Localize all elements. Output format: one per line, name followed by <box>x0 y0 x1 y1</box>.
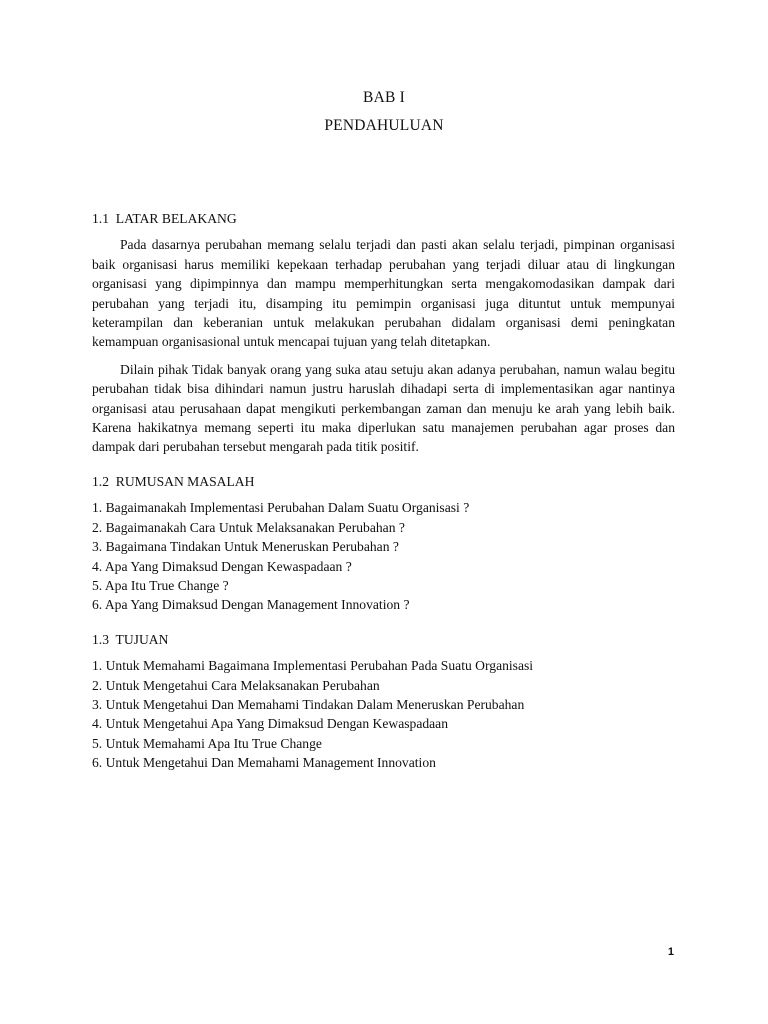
list-item: 4. Untuk Mengetahui Apa Yang Dimaksud Dengan Kewaspadaan <box>92 716 449 732</box>
list-item: 1. Bagaimanakah Implementasi Perubahan Dalam Suatu Organisasi ? <box>92 500 470 516</box>
document-body <box>92 209 675 773</box>
list-item: 3. Bagaimana Tindakan Untuk Meneruskan Perubahan ? <box>92 539 399 555</box>
page-number: 1 <box>667 946 674 958</box>
paragraph: Dilain pihak Tidak banyak orang yang suka atau setuju akan adanya perubahan, namun walau begitu perubahan tidak bisa dihindari namun justru haruslah dihadapi serta di implementasikan agar nantinya organisasi atau perusahaan dapat mengikuti perkembangan zaman dan menuju ke arah yang lebih baik. Karena hakikatnya memang seperti itu maka diperlukan satu manajemen perubahan agar proses dan dampak dari perubahan tersebut mengarah pada titik positif. <box>92 361 675 455</box>
chapter-title: PENDAHULUAN <box>324 117 444 134</box>
objective-list <box>92 656 675 772</box>
list-item: 3. Untuk Mengetahui Dan Memahami Tindakan Dalam Meneruskan Perubahan <box>92 696 525 712</box>
list-item: 5. Apa Itu True Change ? <box>92 577 229 593</box>
problem-list <box>92 498 675 614</box>
list-item: 1. Untuk Memahami Bagaimana Implementasi Perubahan Pada Suatu Organisasi <box>92 658 534 674</box>
list-item: 6. Untuk Mengetahui Dan Memahami Management Innovation <box>92 755 436 771</box>
list-item: 5. Untuk Memahami Apa Itu True Change <box>92 735 322 751</box>
paragraph: Pada dasarnya perubahan memang selalu terjadi dan pasti akan selalu terjadi, pimpinan organisasi baik organisasi harus memiliki kepekaan terhadap perubahan yang terjadi diluar atau di lingkungan organisasi yang dipimpinnya dan mampu memperhitungkan serta mengakomodasikan dampak dari perubahan yang terjadi itu, disamping itu pemimpin organisasi juga dituntut untuk mempunyai keterampilan dan keberanian untuk melakukan perubahan didalam organisasi demi peningkatan kemampuan organisasional untuk mencapai tujuan yang telah ditetapkan. <box>92 237 675 350</box>
list-item: 4. Apa Yang Dimaksud Dengan Kewaspadaan ? <box>92 558 352 574</box>
section-heading-tujuan: 1.3 TUJUAN <box>92 631 169 647</box>
list-item: 2. Untuk Mengetahui Cara Melaksanakan Perubahan <box>92 677 380 693</box>
list-item: 2. Bagaimanakah Cara Untuk Melaksanakan Perubahan ? <box>92 519 405 535</box>
section-heading-rumusan-masalah: 1.2 RUMUSAN MASALAH <box>92 473 255 489</box>
list-item: 6. Apa Yang Dimaksud Dengan Management Innovation ? <box>92 597 410 613</box>
section-heading-latar-belakang: 1.1 LATAR BELAKANG <box>92 211 237 226</box>
chapter-label: BAB I <box>363 89 405 106</box>
